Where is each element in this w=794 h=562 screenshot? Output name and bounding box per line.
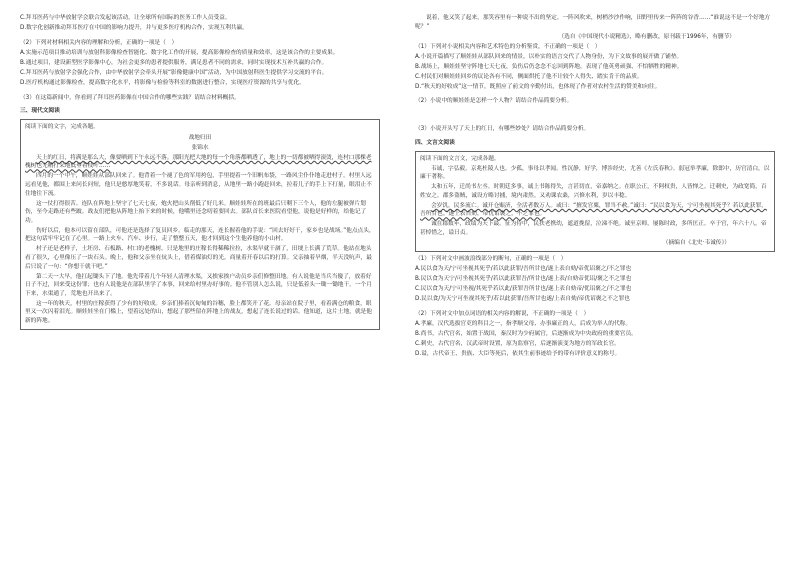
q2-option-b: B.通过项目，建设新型医学影像中心，为社会更多的患者提供服务，满足患者不同的需求，同时实现技术互补共赢的合作。 <box>20 59 328 66</box>
q1-option-a: A.小说开篇描写了顺娃娃从部队回来的情景，以朴实的语言交代了人物身份，为下文故事的展开做了铺垫。 <box>415 53 683 60</box>
q2-option-c: C.拜耳医药与放射学会强化合作，由中华放射学会牵头开展“影像健康中国”活动，为中国放射科医生提供学习交流的平台。 <box>20 69 328 76</box>
story-paragraph: 伤好以后，他本可以留在部队，可他还是选择了复员回乡。临走的那天，连长握着他的手说：“回去好好干，家乡也是战场。”他点点头，把这句话牢牢记在了心里。一路上火车、汽车、步行，走了整整五天，他才回到这个生他养他的小山村。 <box>25 227 375 243</box>
reading-prompt: 阅读下面的文字，完成各题。 <box>25 124 99 131</box>
q1-option-c: C.村民们对顺娃娃回乡的议论各有不同，侧面烘托了他不计较个人得失、踏实肯干的品质。 <box>415 73 643 80</box>
left-column <box>20 14 380 333</box>
classical-q1-stem: （1）下列对文中画波浪线部分的断句，正确的一项是（ ） <box>415 255 567 262</box>
story-tail: 说着，他又笑了起来，那笑容里有一种说不出的坚定。一阵风吹来，树梢沙沙作响，田野里传来一阵阵的谷香……“谁说这不是一个好地方呢？” <box>415 15 771 30</box>
cq1-option-b: B.民以食为天宁/可坐视其死乎/若以此获罪吾/所甘也/遂上表/自劾帝优诏/褒之不之罪也 <box>415 275 632 282</box>
option-d: D.数字化创新推动拜耳医疗在中国的影响力提升，并与更多医疗机构合作，实现互利共赢。 <box>20 24 248 31</box>
classical-passage-box <box>415 151 775 252</box>
section-heading-3: 三、现代文阅读 <box>20 108 60 115</box>
right-column <box>415 14 775 360</box>
classical-q2-stem: （2）下列对文中加点词语的相关内容的解说，不正确的一项是（ ） <box>415 310 590 317</box>
classical-paragraph: 太和五年，迁尚书左丞。时朝廷多事，诚上书陈得失，言甚切直，帝嘉纳之。在职公正，不阿权贵，人皆惮之。迁刺史，为政宽简，百姓安之。郡多盗贼，诚设方略讨捕，境内肃然。又劝课农桑，兴修水利，岁以丰稔。 <box>420 184 767 199</box>
story-source: （选自《中国现代小说精选》，略有删改，原刊载于1996年，有删节） <box>558 33 735 40</box>
cq2-option-c: C.刺史，古代官名，汉武帝时设置，原为监察官，后逐渐演变为地方的军政长官。 <box>415 340 620 347</box>
opening-quote: 天上的红日，将满是那么大，像要晒到下午永远不落。那阳光把大地的每一个角落都晒透了，地上的一切都被晒得滚烫，连村口那棵老槐树也无精打采地低垂着枝叶…… <box>25 154 372 170</box>
cq1-option-a: A.民以食为天/宁可坐视其死乎/若以此获罪/吾所甘也/遂上表自劾/帝优诏褒之/不之罪也 <box>415 265 632 272</box>
classical-paragraph: 会岁饥，民多流亡。诚开仓赈济，全活者数万人。或曰：“擅发官粟，罪当不赦。”诚曰：“民以食为天，宁可坐视其死乎？若以此获罪，吾所甘也。”遂上表自劾，帝优诏褒之，不之罪也。 <box>420 202 767 218</box>
story-title: 战地归田 <box>188 134 212 141</box>
story-paragraph: 第二天一大早，他扛起锄头下了地。他先带着几个年轻人清理水渠，又挨家挨户动员乡亲们修整田地。有人说他是当兵当傻了，放着好日子不过，回来受这份罪；也有人说他是在部队里学了本事，回来给村里办好事的。他不管别人怎么说，只是低着头一锄一锄地干。一个月下来，水渠通了，荒地也开出来了。 <box>25 273 372 297</box>
cq2-option-a: A.孝廉，汉代选拔官吏的科目之一，指孝顺父母、办事廉正的人，后成为举人的代称。 <box>415 320 632 327</box>
top-options <box>20 14 380 33</box>
q1-option-d: D.“秋天的好收成”这一情节，既照应了前文的辛勤付出，也体现了作者对农村生活的赞美和向往。 <box>415 83 661 90</box>
q2-option-d: D.医疗机构通过影像检查，提高数字化水平，将影像与检验等科室的数据进行整合，实现医疗资源的共享与优化。 <box>20 79 305 86</box>
option-c: C.拜耳医药与中华放射学会联合发起该活动，让全球所有国际的医务工作人员受益。 <box>20 15 231 21</box>
classical-paragraph: 诚在郡数年，政绩为天下最。征为侍中，民扶老携幼，遮道挽留，泣涕不绝。诚至京师，屡陈时政，多所匡正。卒于官，年六十八。帝甚悼惜之，谥曰贞。 <box>420 221 767 236</box>
cq2-option-d: D.谥，古代帝王、贵族、大臣等死后，依其生前事迹给予的带有评价意义的称号。 <box>415 350 621 357</box>
question-1-stem: （1）下列对小说相关内容和艺术特色的分析鉴赏，不正确的一项是（ ） <box>415 43 601 50</box>
cq1-option-d: D.民以食/为天宁可坐视其死乎/若以此获罪/吾所甘也遂/上表自劾/帝优诏褒之不之罪也 <box>415 295 630 302</box>
cq2-option-b: B.尚书，古代官名，始置于战国，秦汉时为少府属官，后逐渐成为中央政府的重要官员。 <box>415 330 637 337</box>
story-paragraph: 村子还是老样子，土坯房、石板路、村口的老槐树。只是地里的庄稼长得稀稀拉拉，水渠早就干涸了，田埂上长满了荒草。他站在地头看了很久，心里像压了一块石头。晚上，他和父亲坐在炕头上，借着煤油灯的光，商量着开春以后的打算。父亲抽着旱烟，半天没吭声，最后只说了一句：“你想干就干吧。” <box>25 246 372 270</box>
q2-option-a: A.实施示范项目推动培训与放射科影像检查智能化、数字化工作的开展，提高影像检查的质量和效率，这是该合作的主要成果。 <box>20 49 339 56</box>
story-author: 张锦水 <box>191 145 209 152</box>
classical-paragraph: 韦诚，字弘毅，京兆杜陵人也。少孤，事母以孝闻。性沉静，好学，博涉经史，尤善《左氏春秋》。弱冠举孝廉，除郎中，历官清白，以廉干著称。 <box>420 165 770 181</box>
classical-source: （摘编自《北史·韦诚传》） <box>662 239 730 246</box>
story-paragraph: 四月的一个中午，顺娃娃从部队回来了。他背着一个褪了色的军用挎包，手里提着一个旧帆布袋，一路风尘仆仆地走进村子。村里人远远看见他，都围上来问长问短，他只是憨厚地笑着，不多说话。母亲听到消息，从地里一路小跑赶回来，拉着儿子的手上下打量，眼泪止不住地往下流。 <box>25 173 372 197</box>
question-2-stem: （2）小说中的顺娃娃是怎样一个人物？请结合作品简要分析。 <box>415 98 573 105</box>
question-3-stem: （3）小说开头写了天上的红日，有哪些妙处？请结合作品简要分析。 <box>415 126 590 133</box>
section-heading-4: 四、文言文阅读 <box>415 140 455 147</box>
question-2-stem: （2）下列对材料相关内容的理解和分析，正确的一项是（ ） <box>20 39 178 46</box>
cq1-option-c: C.民以食为天/宁可坐视/其死乎若以此/获罪吾所甘也/遂上表自劾帝/优诏褒之/不之罪也 <box>415 285 632 292</box>
q1-option-b: B.战场上，顺娃娃坚守阵地七天七夜，负伤后仍念念不忘回到阵地，表现了他英勇顽强、不怕牺牲的精神。 <box>415 63 683 70</box>
story-paragraph: 这一年的秋天，村里的庄稼获得了少有的好收成。乡亲们捧着沉甸甸的谷穗，脸上都笑开了花。母亲站在院子里，看着满仓的粮食，眼里又一次闪着泪光。顺娃娃坐在门槛上，望着远处的山，想起了那些留在阵地上的战友，想起了连长说过的话。他知道，这片土地，就是他新的阵地。 <box>25 300 372 324</box>
classical-prompt: 阅读下面的文言文，完成各题。 <box>420 155 500 162</box>
reading-passage-box <box>20 119 380 330</box>
question-3-stem: （3）在这篇新闻中，你看到了拜耳医药影像在中国合作的哪些实践？请结合材料概括。 <box>20 94 240 101</box>
story-paragraph: 这一仗打得很苦。连队在阵地上坚守了七天七夜，炮火把山头削低了好几米。顺娃娃所在的班最后只剩下三个人，他的左腿被弹片划伤，至今走路还有些跛。战友们把他从阵地上抬下来的时候，他嘴里还念叨着要回去。部队首长来医院看望他，说他是好样的，给他记了功。 <box>25 200 367 224</box>
